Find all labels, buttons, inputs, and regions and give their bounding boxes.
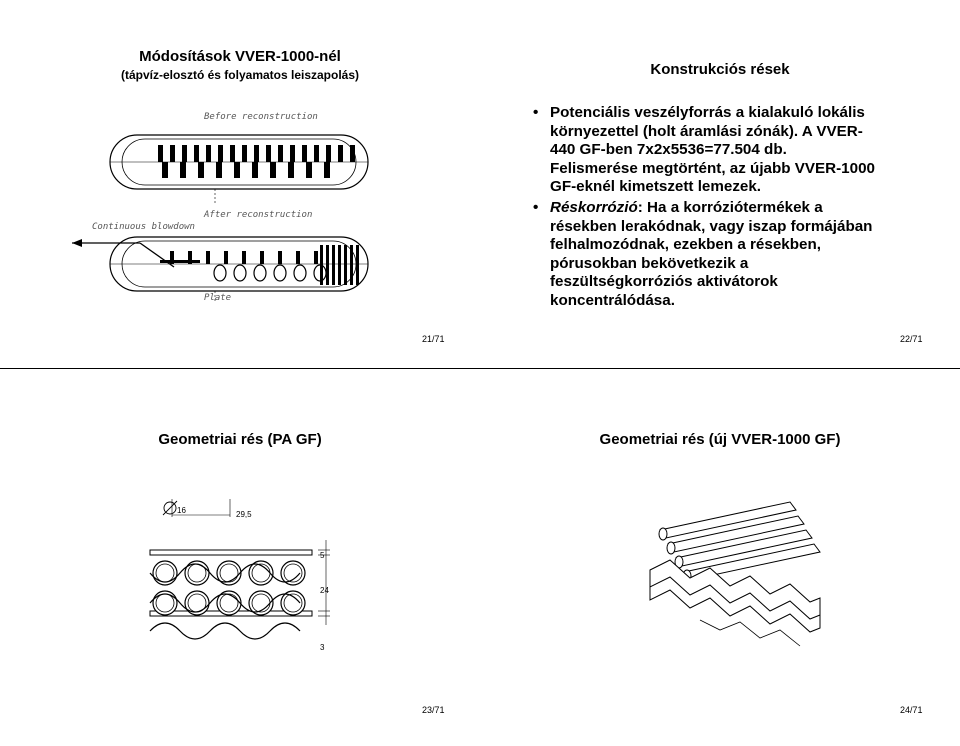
tube-bar (302, 145, 307, 162)
before-tube-bars (158, 145, 355, 178)
tube-end (667, 542, 675, 554)
tube-section (274, 265, 286, 281)
slide23-title: Geometriai rés (PA GF) (158, 431, 322, 448)
tube-bar (182, 145, 187, 162)
slide22-page-number: 22/71 (900, 334, 923, 344)
dim-bottom-value: 3 (320, 643, 325, 652)
tube-section (294, 265, 306, 281)
upper-plate (150, 550, 312, 555)
tube-bar (350, 145, 355, 162)
bullet2-term: Réskorrózió (550, 198, 638, 216)
dim-top-value: 5 (320, 551, 325, 560)
tube-bar (350, 245, 353, 285)
bullet-icon: • (533, 198, 539, 216)
tube-section (214, 265, 226, 281)
continuous-blowdown-label: Continuous blowdown (92, 222, 195, 232)
slide21-page-number: 21/71 (422, 334, 445, 344)
tube-bar (252, 162, 258, 178)
bullet2-line: feszültségkorróziós aktivátorok (550, 273, 778, 291)
after-reconstruction-label: After reconstruction (204, 210, 313, 220)
tube-bar (224, 251, 228, 264)
tube-bar (266, 145, 271, 162)
feedwater-distributor-drawing (70, 105, 400, 305)
bullet1-line: környezettel (holt áramlási zónák). A VVER- (550, 122, 863, 140)
tube-bar (338, 145, 343, 162)
tube-bar (194, 145, 199, 162)
tube-bar (314, 145, 319, 162)
tube-bar (290, 145, 295, 162)
slide-divider-top (0, 368, 960, 369)
tube-row-group (153, 561, 305, 615)
bullet2-first-rest: : Ha a korróziótermékek a (637, 198, 823, 216)
blowdown-connector (140, 243, 174, 267)
tube-bar (338, 245, 341, 285)
tube-bar (230, 145, 235, 162)
tube-bar (206, 145, 211, 162)
slide23-page-number: 23/71 (422, 705, 445, 715)
tube-bar (326, 145, 331, 162)
bullet1-line: 440 GF-ben 7x2x5536=77.504 db. (550, 141, 787, 159)
bullet1-line: Felismerése megtörtént, az újabb VVER-1000 (550, 159, 875, 177)
tube-bar (326, 245, 329, 285)
slide21-title: Módosítások VVER-1000-nél (139, 48, 341, 65)
bullet1-line: GF-eknél kimetszett lemezek. (550, 178, 762, 196)
plate-label: Plate (204, 293, 232, 303)
tube-bar (278, 145, 283, 162)
tube-bar (288, 162, 294, 178)
diameter-slash (163, 501, 177, 515)
bullet1-line: Potenciális veszélyforrás a kialakuló lokális (550, 104, 865, 121)
after-tube-bars (160, 245, 359, 285)
bullet2-first-line (550, 199, 930, 218)
tube-bar (162, 162, 168, 178)
tube-bar (216, 162, 222, 178)
diameter-value: 16 (177, 506, 186, 515)
tube-bar (332, 245, 335, 285)
tube-bar (218, 145, 223, 162)
tube-bar (180, 162, 186, 178)
plate-shadow-3d (700, 620, 800, 646)
tube-bar (234, 162, 240, 178)
tube-section (254, 265, 266, 281)
tube-bar (206, 251, 210, 264)
slide24-title: Geometriai rés (új VVER-1000 GF) (599, 431, 841, 448)
bullet2-line: résekben lerakódnak, vagy iszap formájában (550, 217, 873, 235)
pa-gf-gap-drawing (130, 495, 350, 665)
tube-bar (270, 162, 276, 178)
bullet-icon: • (533, 104, 539, 121)
tube-bar (314, 251, 318, 264)
vver1000-gap-3d-drawing (640, 500, 840, 660)
tube-bar (242, 145, 247, 162)
slide24-page-number: 24/71 (900, 705, 923, 715)
tube-bar (242, 251, 246, 264)
bullet-item-2 (530, 199, 930, 311)
tube-bar (260, 251, 264, 264)
bullet-item-1 (530, 104, 930, 197)
tube-bar (160, 260, 200, 263)
bullet2-line: koncentrálódása. (550, 291, 675, 309)
dim-mid-value: 24 (320, 586, 329, 595)
bullet2-line: felhalmozódnak, ezekben a résekben, (550, 236, 821, 254)
wave-plate-bottom (150, 623, 300, 639)
slide22-title: Konstrukciós rések (650, 61, 790, 78)
slide22-bullet-list (530, 104, 930, 313)
tube-bar (198, 162, 204, 178)
tube-bar (306, 162, 312, 178)
tube-section (234, 265, 246, 281)
blowdown-arrow-icon (72, 239, 82, 247)
tube-bar (278, 251, 282, 264)
tube-bar (356, 245, 359, 285)
slide21-subtitle: (tápvíz-elosztó és folyamatos leiszapolás) (120, 68, 360, 82)
tube-bar (296, 251, 300, 264)
tube-3d-group (659, 502, 820, 582)
bullet2-line: pórusokban bekövetkezik a (550, 254, 749, 272)
tube-bar (320, 245, 323, 285)
tube-end (659, 528, 667, 540)
pitch-value: 29,5 (236, 510, 252, 519)
tube-bar (158, 145, 163, 162)
before-reconstruction-label: Before reconstruction (204, 112, 318, 122)
tube-bar (344, 245, 347, 285)
tube-bar (324, 162, 330, 178)
tube-bar (254, 145, 259, 162)
tube-bar (170, 145, 175, 162)
